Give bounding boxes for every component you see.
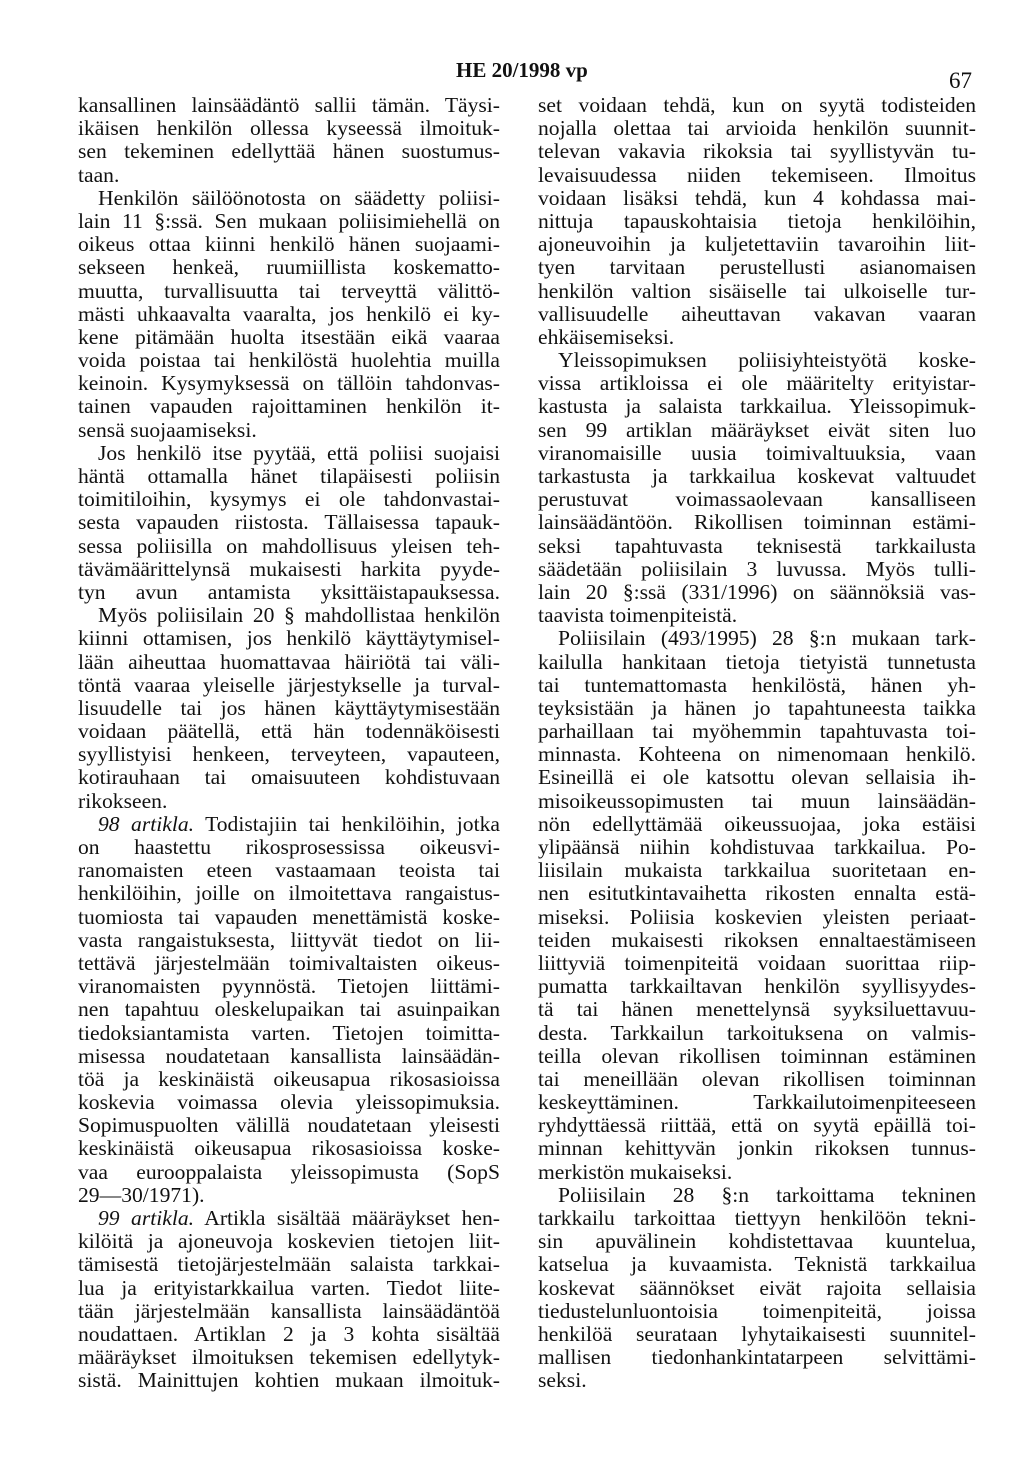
text-line: merkistön mukaiseksi.	[538, 1160, 733, 1184]
text-line: keinoin. Kysymyksessä on tällöin tahdonvas-	[78, 372, 500, 396]
text-line: tuomiosta tai vapauden menettämistä koske-	[78, 905, 500, 929]
text-line: vallisuudelle aiheuttavan vakavan vaaran	[538, 302, 976, 326]
text-line: viranomaisten pyynnöstä. Tietojen liittämi-	[78, 975, 500, 999]
text-line: tyen tarvitaan perustellusti asianomaisen	[538, 256, 976, 280]
text-line: noudattaen. Artiklan 2 ja 3 kohta sisältää	[78, 1323, 500, 1346]
text-line: tävämäärittelynsä mukaisesti harkita pyyde-	[78, 557, 500, 581]
text-line: Poliisilain (493/1995) 28 §:n mukaan tark-	[558, 627, 976, 651]
text-line: kene pitämään huolta itsestään eikä vaaraa	[78, 325, 500, 349]
text-line: lain 11 §:ssä. Sen mukaan poliisimiehellä on	[78, 209, 500, 233]
text-line: Yleissopimuksen poliisiyhteistyötä koske-	[558, 349, 976, 373]
document-id: HE 20/1998 vp	[456, 58, 588, 82]
text-line: kiinni ottamisen, jos henkilö käyttäytymisel-	[78, 627, 500, 651]
text-line: keskinäistä oikeusapua rikosasioissa koske-	[78, 1137, 500, 1161]
text-line: vasta rangaistuksesta, liittyvät tiedot on lii-	[78, 928, 500, 952]
text-line: liittyviä toimenpiteitä voidaan suorittaa riip-	[538, 951, 976, 975]
text-line: katselua ja kuvaamista. Teknistä tarkkailua	[538, 1253, 976, 1277]
text-line: toimitiloihin, kysymys ei ole tahdonvastai-	[78, 488, 500, 512]
text-line: tä tai hänen menettelynsä syyksiluettavuu-	[538, 998, 976, 1022]
text-line: tiedoksiantamista varten. Tietojen toimitta-	[78, 1021, 500, 1045]
text-line: desta. Tarkkailun tarkoituksena on valmis-	[538, 1021, 976, 1045]
text-line: kotirauhaan tai omaisuuteen kohdistuvaan	[78, 766, 500, 790]
text-line: koskevat säännökset eivät rajoita sellaisia	[538, 1276, 976, 1300]
text-line: tarkkailu tarkoittaa tiettyyn henkilöön tekni-	[538, 1207, 976, 1231]
text-line: Esineillä ei ole katsottu olevan sellaisia ih-	[538, 766, 976, 790]
text-line: häntä ottamalla hänet tilapäisesti poliisin	[78, 465, 500, 489]
right-text-column	[538, 94, 976, 1393]
text-line: misessa noudatetaan kansallista lainsäädän-	[78, 1044, 500, 1068]
text-line: töntä vaaraa yleiselle järjestykselle ja turval-	[78, 673, 500, 697]
text-line: ryhdyttäessä riittää, että on syytä epäillä toi-	[538, 1114, 976, 1138]
text-line: sessa poliisilla on mahdollisuus yleisen teh-	[78, 534, 500, 558]
text-line: sesta vapauden riistosta. Tällaisessa tapauk-	[78, 511, 500, 535]
text-line: miseksi. Poliisia koskevien yleisten periaat-	[538, 905, 976, 929]
text-line: teyksistään ja hänen jo tapahtuneesta taikka	[538, 696, 976, 720]
text-line: ranomaisten eteen vastaamaan teoista tai	[78, 859, 500, 883]
text-line: vissa artikloissa ei ole määritelty erityistar-	[538, 372, 976, 396]
text-line: keskeyttäminen. Tarkkailutoimenpiteeseen	[538, 1091, 976, 1115]
text-line: nen tapahtuu oleskelupaikan tai asuinpaikan	[78, 998, 500, 1022]
text-line: 99 artikla. Artikla sisältää määräykset hen-	[98, 1207, 500, 1231]
text-line: määräykset ilmoituksen tekemisen edellytyk-	[78, 1346, 500, 1370]
text-line: levaisuudessa niiden tekemiseen. Ilmoitus	[538, 163, 976, 187]
text-line: tarkastusta ja tarkkailua koskevat valtuudet	[538, 465, 976, 489]
text-line: teilla olevan rikollisen toiminnan estäminen	[538, 1044, 976, 1068]
text-line: Poliisilain 28 §:n tarkoittama tekninen	[558, 1183, 976, 1207]
text-line: tai tuntemattomasta henkilöstä, hänen yh-	[538, 673, 976, 697]
text-line: lain 20 §:ssä (331/1996) on säännöksiä vas-	[538, 580, 976, 604]
text-line: säädetään poliisilain 3 luvussa. Myös tulli-	[538, 557, 976, 581]
text-line: sen tekeminen edellyttää hänen suostumus-	[78, 140, 500, 164]
page-header	[0, 50, 1024, 93]
text-line: sen 99 artiklan määräykset eivät siten luo	[538, 418, 976, 442]
text-line: kailulla hankitaan tietoja tietyistä tunnetusta	[538, 650, 976, 674]
text-line: syyllistyisi henkeen, terveyteen, vapauteen,	[78, 743, 500, 767]
text-line: sekseen henkeä, ruumiillista koskematto-	[78, 256, 500, 280]
text-line: sin apuvälinein kohdistettavaa kuuntelua,	[538, 1230, 976, 1254]
text-line: tainen vapauden rajoittaminen henkilön it-	[78, 395, 500, 419]
text-line: minnan kehittyvän jonkin rikoksen tunnus-	[538, 1137, 976, 1161]
text-line: muutta, turvallisuutta tai terveyttä välittö-	[78, 279, 500, 303]
text-line: lisuudelle tai jos hänen käyttäytymisestään	[78, 696, 500, 720]
text-line: tyn avun antamista yksittäistapauksessa.	[78, 580, 500, 604]
text-line: töä ja keskinäistä oikeusapua rikosasioissa	[78, 1067, 500, 1091]
text-line: taavista toimenpiteistä.	[538, 604, 738, 628]
text-line: nojalla olettaa tai arvioida henkilön suunnit-	[538, 117, 976, 141]
text-line: tiedustelunluontoisia toimenpiteitä, joissa	[538, 1299, 976, 1323]
text-line: sistä. Mainittujen kohtien mukaan ilmoituk-	[78, 1369, 500, 1393]
text-line: voidaan päätellä, että hän todennäköisesti	[78, 720, 500, 744]
left-text-column	[78, 94, 500, 1393]
text-line: 29—30/1971).	[78, 1183, 205, 1207]
text-line: televan vakavia rikoksia tai syyllistyvän tu-	[538, 140, 976, 164]
text-line: Jos henkilö itse pyytää, että poliisi suojaisi	[98, 441, 500, 465]
text-line: mästi uhkaavalta vaaralta, jos henkilö ei ky-	[78, 302, 500, 326]
text-line: pumatta tarkkailtavan henkilön syyllisyydes-	[538, 975, 976, 999]
text-line: taan.	[78, 163, 120, 187]
text-line: tai meneillään olevan rikollisen toiminnan	[538, 1067, 976, 1091]
text-line: viranomaisille uusia toimivaltuuksia, vaan	[538, 441, 976, 465]
text-line: tään järjestelmään kansallista lainsäädäntöä	[78, 1299, 500, 1323]
text-line: voidaan lisäksi tehdä, kun 4 kohdassa mai-	[538, 186, 976, 210]
text-line: henkilöihin, joille on ilmoitettava rangaistus-	[78, 882, 500, 906]
text-line: liisilain mukaista tarkkailua suoritetaan en-	[538, 859, 976, 883]
text-line: lainsäädäntöön. Rikollisen toiminnan estämi-	[538, 511, 976, 535]
text-line: vaa eurooppalaista yleissopimusta (SopS	[78, 1160, 500, 1184]
text-line: Sopimuspuolten välillä noudatetaan yleisesti	[78, 1114, 500, 1138]
text-line: tämisestä tietojärjestelmään salaista tarkkai-	[78, 1253, 500, 1277]
text-line: misoikeussopimusten tai muun lainsäädän-	[538, 789, 976, 813]
text-line: set voidaan tehdä, kun on syytä todisteiden	[538, 94, 976, 117]
text-line: lua ja erityistarkkailua varten. Tiedot liite-	[78, 1276, 500, 1300]
text-line: teiden mukaisesti rikoksen ennaltaestämiseen	[538, 928, 976, 952]
text-line: 98 artikla. Todistajiin tai henkilöihin, jotka	[98, 812, 500, 836]
text-line: Myös poliisilain 20 § mahdollistaa henkilön	[98, 604, 500, 628]
text-line: nen esitutkintavaihetta rikosten ennalta estä-	[538, 882, 976, 906]
text-line: ehkäisemiseksi.	[538, 325, 675, 349]
page-number: 67	[949, 68, 972, 93]
text-line: ikäisen henkilön ollessa kyseessä ilmoituk-	[78, 117, 500, 141]
text-line: henkilön valtion sisäiselle tai ulkoiselle tur-	[538, 279, 976, 303]
text-line: mallisen tiedonhankintatarpeen selvittämi-	[538, 1346, 976, 1370]
text-line: kastusta ja salaista tarkkailua. Yleissopimuk-	[538, 395, 976, 419]
text-line: henkilöä seurataan lyhytaikaisesti suunnitel-	[538, 1322, 976, 1346]
text-line: parhaillaan tai myöhemmin tapahtuvasta toi-	[538, 720, 976, 744]
text-line: kansallinen lainsäädäntö sallii tämän. Täysi-	[78, 94, 500, 117]
text-line: ajoneuvoihin ja kuljetettaviin tavaroihin liit-	[538, 233, 976, 257]
text-line: koskevia voimassa olevia yleissopimuksia.	[78, 1091, 500, 1115]
text-line: tettävä järjestelmään toimivaltaisten oikeus-	[78, 951, 500, 975]
text-line: perustuvat voimassaolevaan kansalliseen	[538, 488, 976, 512]
text-line: on haastettu rikosprosessissa oikeusvi-	[78, 836, 500, 860]
text-line: voida poistaa tai henkilöstä huolehtia muilla	[78, 349, 500, 373]
text-line: lään aiheuttaa huomattavaa häiriötä tai väli-	[78, 650, 500, 674]
text-line: rikokseen.	[78, 789, 168, 813]
text-line: ylipäänsä niihin kohdistuvaa tarkkailua. Po-	[538, 836, 976, 860]
text-line: nittuja tapauskohtaisia tietoja henkilöihin,	[538, 209, 976, 233]
text-line: sensä suojaamiseksi.	[78, 418, 257, 442]
text-line: seksi.	[538, 1369, 587, 1393]
text-line: nön edellyttämää oikeussuojaa, joka estäisi	[538, 812, 976, 836]
text-line: Henkilön säilöönotosta on säädetty poliisi-	[98, 186, 500, 210]
text-line: kilöitä ja ajoneuvoja koskevien tietojen liit-	[78, 1230, 500, 1254]
text-line: seksi tapahtuvasta teknisestä tarkkailusta	[538, 534, 976, 558]
text-line: minnasta. Kohteena on nimenomaan henkilö.	[538, 743, 976, 767]
text-line: oikeus ottaa kiinni henkilö hänen suojaami-	[78, 233, 500, 257]
